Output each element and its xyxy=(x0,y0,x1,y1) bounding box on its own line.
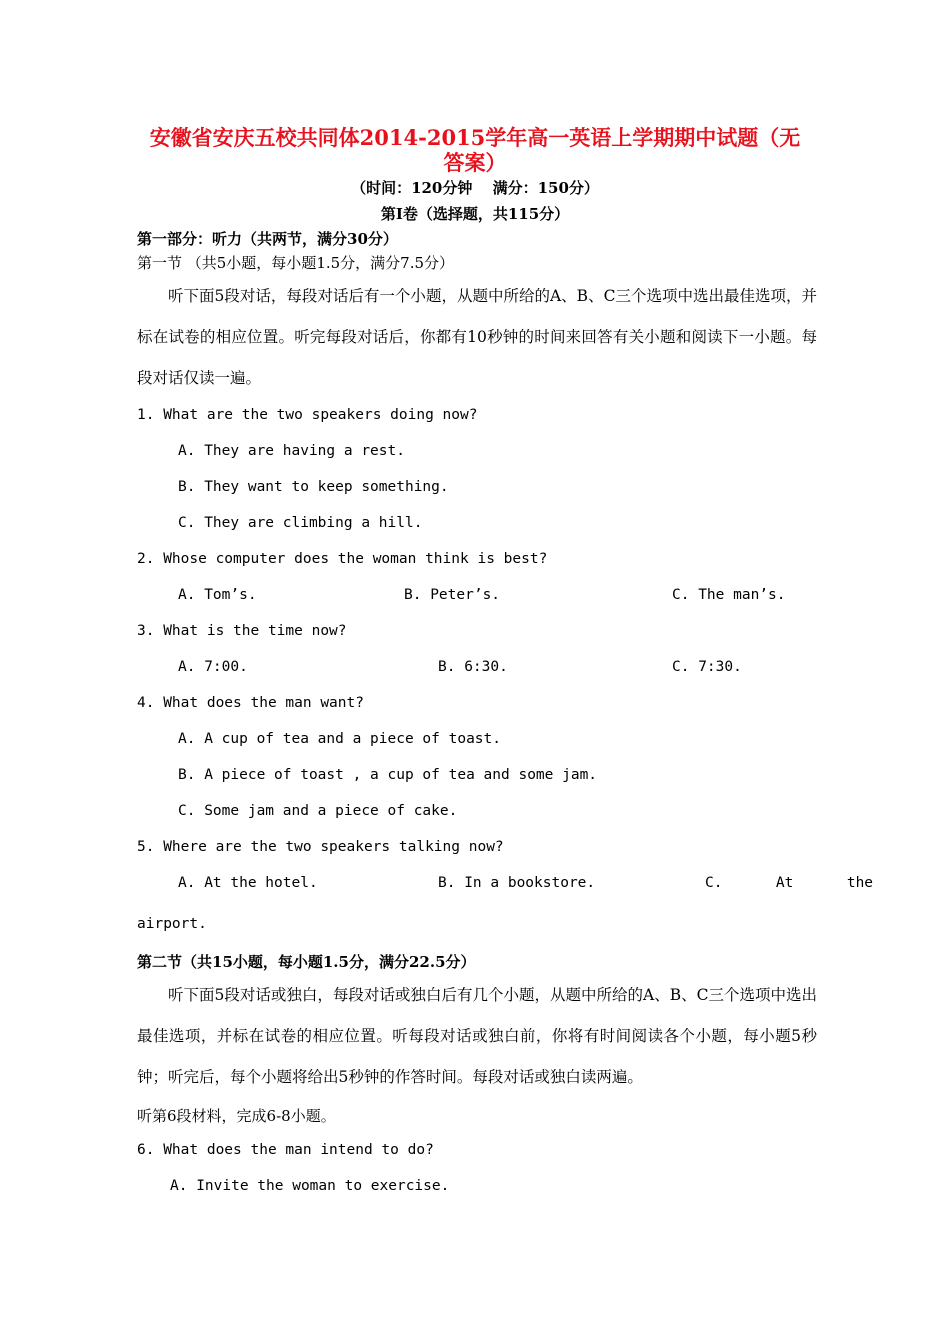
material6-note: 听第6段材料，完成6-8小题。 xyxy=(137,1107,336,1125)
question-3-option-c: C. 7:30. xyxy=(672,659,742,675)
question-1-option-c: C. They are climbing a hill. xyxy=(178,515,423,531)
time-info: （时间：120分钟 满分：150分） xyxy=(351,179,599,197)
section2-instructions: 听下面5段对话或独白，每段对话或独白后有几个小题，从题中所给的A、B、C三个选项中选出最佳选项，并标在试卷的相应位置。听每段对话或独白前，你将有时间阅读各个小题，每小题5秒钟；听完后，每个小题将给出5秒钟的作答时间。每段对话或独白读两遍。 xyxy=(137,986,817,1086)
question-4-stem: 4. What does the man want? xyxy=(137,695,364,711)
question-2-option-c: C. The man’s. xyxy=(672,587,786,603)
question-3-stem: 3. What is the time now? xyxy=(137,623,347,639)
exam-title-line2: 答案） xyxy=(443,150,507,175)
question-5-option-b: B. In a bookstore. xyxy=(438,875,596,891)
section1-instructions: 听下面5段对话，每段对话后有一个小题，从题中所给的A、B、C三个选项中选出最佳选项，并标在试卷的相应位置。听完每段对话后，你都有10秒钟的时间来回答有关小题和阅读下一小题。每段对话仅读一遍。 xyxy=(137,287,817,387)
question-5-option-c-continued: airport. xyxy=(137,916,207,932)
exam-title-line1: 安徽省安庆五校共同体2014-2015学年高一英语上学期期中试题（无 xyxy=(149,125,801,150)
question-1-option-a: A. They are having a rest. xyxy=(178,443,405,459)
question-1-stem: 1. What are the two speakers doing now? xyxy=(137,407,478,423)
question-5-option-a: A. At the hotel. xyxy=(178,875,318,891)
question-2-option-b: B. Peter’s. xyxy=(404,587,501,603)
question-4-option-a: A. A cup of tea and a piece of toast. xyxy=(178,731,502,747)
question-4-option-c: C. Some jam and a piece of cake. xyxy=(178,803,458,819)
question-6-stem: 6. What does the man intend to do? xyxy=(137,1142,434,1158)
section1-heading: 第一节 （共5小题，每小题1.5分，满分7.5分） xyxy=(137,254,455,272)
question-2-stem: 2. Whose computer does the woman think is best? xyxy=(137,551,548,567)
question-2-option-a: A. Tom’s. xyxy=(178,587,257,603)
question-1-option-b: B. They want to keep something. xyxy=(178,479,449,495)
question-3-option-a: A. 7:00. xyxy=(178,659,248,675)
question-3-option-b: B. 6:30. xyxy=(438,659,508,675)
question-5-option-c: C. At the xyxy=(705,875,874,891)
question-5-stem: 5. Where are the two speakers talking now? xyxy=(137,839,504,855)
section2-heading: 第二节（共15小题，每小题1.5分，满分22.5分） xyxy=(137,953,476,971)
question-6-option-a: A. Invite the woman to exercise. xyxy=(170,1178,450,1194)
part1-heading: 第一部分：听力（共两节，满分30分） xyxy=(137,230,398,248)
question-4-option-b: B. A piece of toast , a cup of tea and some jam. xyxy=(178,767,598,783)
volume-heading: 第Ⅰ卷（选择题，共115分） xyxy=(380,205,570,223)
